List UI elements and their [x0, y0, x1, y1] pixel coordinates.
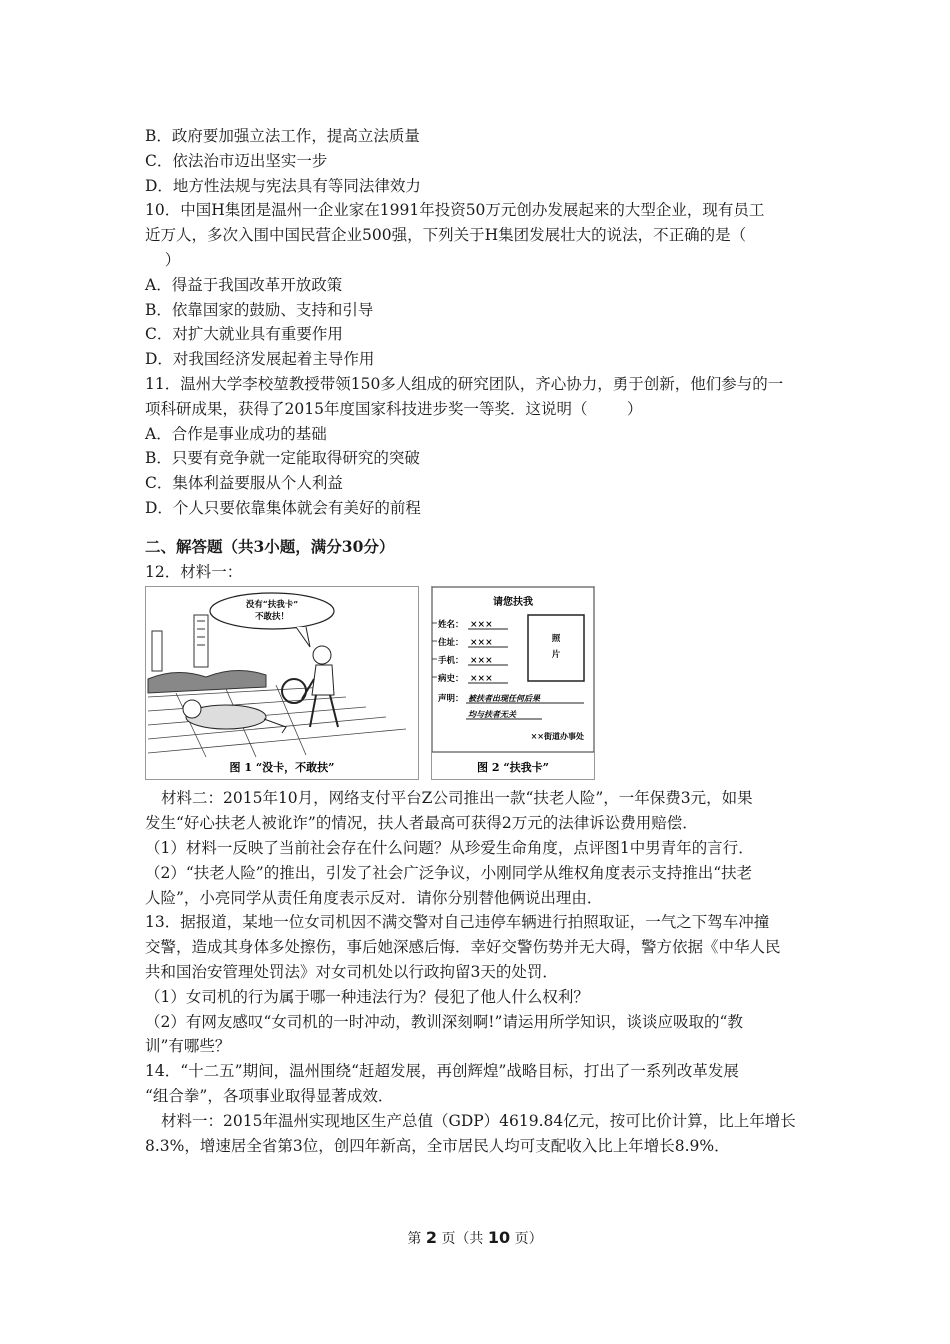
- q14-material1-line1: 材料一：2015年温州实现地区生产总值（GDP）4619.84亿元，按可比价计算，比上年增长: [161, 1111, 796, 1130]
- card-field-value-history: ×××: [470, 674, 493, 685]
- card-field-value-name: ×××: [470, 620, 493, 631]
- figure-2-card: [431, 586, 595, 780]
- q11-option-b: B．只要有竞争就一定能取得研究的突破: [145, 449, 420, 468]
- q9-option-d: D．地方性法规与宪法具有等同法律效力: [145, 176, 421, 195]
- q14-material1-line2: 8.3%，增速居全省第3位，创四年新高，全市居民人均可支配收入比上年增长8.9%．: [145, 1136, 730, 1155]
- q11-option-a: A．合作是事业成功的基础: [145, 424, 327, 443]
- q11-stem-line2: 项科研成果，获得了2015年度国家科技进步奖一等奖．这说明（ ）: [145, 399, 643, 418]
- q12-material2-line2: 发生“好心扶老人被讹诈”的情况，扶人者最高可获得2万元的法律诉讼费用赔偿．: [145, 814, 698, 833]
- page-footer: [0, 1228, 950, 1248]
- cartoon-illustration: [146, 587, 418, 779]
- page-content: [145, 124, 813, 1158]
- card-issuer: ××街道办事处: [530, 731, 584, 742]
- q10-option-d: D．对我国经济发展起着主导作用: [145, 350, 375, 369]
- statement-line-2: 均与扶者无关: [468, 709, 516, 720]
- speech-line-1: 没有“扶我卡”: [245, 600, 299, 611]
- q9-option-c: C．依法治市迈出坚实一步: [145, 151, 328, 170]
- card-field-label-history: 病史：: [438, 674, 464, 685]
- q12-figures: [145, 586, 813, 782]
- photo-label-2: 片: [551, 650, 561, 661]
- q12-sub2-line2: 人险”，小亮同学从责任角度表示反对．请你分别替他俩说出理由．: [145, 888, 603, 907]
- q13-stem-line2: 交警，造成其身体多处擦伤，事后她深感后悔．幸好交警伤势并无大碍，警方依据《中华人民: [145, 938, 781, 957]
- card-field-label-address: 住址：: [438, 638, 464, 649]
- card-field-label-name: 姓名：: [438, 620, 464, 631]
- section-heading: 二、解答题（共3小题，满分30分）: [145, 536, 395, 556]
- card-field-label-phone: 手机：: [438, 656, 464, 667]
- footer-total-pages: 10: [487, 1228, 511, 1247]
- q12-sub2-line1: （2）“扶老人险”的推出，引发了社会广泛争议，小刚同学从维权角度表示支持推出“扶老: [145, 863, 753, 882]
- q13-sub2-line1: （2）有网友感叹“女司机的一时冲动，教训深刻啊!”请运用所学知识，谈谈应吸取的“教: [145, 1012, 743, 1031]
- statement-label: 声明：: [438, 694, 464, 705]
- q10-stem-line2: 近万人，多次入围中国民营企业500强，下列关于H集团发展壮大的说法，不正确的是（: [145, 226, 747, 245]
- q13-sub1: （1）女司机的行为属于哪一种违法行为？侵犯了他人什么权利？: [145, 987, 589, 1006]
- footer-suffix: 页）: [514, 1231, 543, 1247]
- q11-option-d: D．个人只要依靠集体就会有美好的前程: [145, 498, 421, 517]
- photo-label-1: 照: [551, 634, 561, 645]
- help-card-illustration: [432, 587, 594, 779]
- q10-option-b: B．依靠国家的鼓励、支持和引导: [145, 300, 374, 319]
- q11-stem-line1: 11．温州大学李校堃教授带领150多人组成的研究团队，齐心协力，勇于创新，他们参与的一: [145, 374, 784, 393]
- q14-stem-line2: “组合拳”，各项事业取得显著成效．: [145, 1086, 394, 1105]
- q13-stem-line3: 共和国治安管理处罚法》对女司机处以行政拘留3天的处罚．: [145, 962, 558, 981]
- q10-stem-line1: 10．中国H集团是温州一企业家在1991年投资50万元创办发展起来的大型企业，现有员工: [145, 201, 765, 220]
- q12-sub1: （1）材料一反映了当前社会存在什么问题？从珍爱生命角度，点评图1中男青年的言行．: [145, 838, 754, 857]
- figure-1-caption: 图 1 “没卡，不敢扶”: [229, 761, 335, 775]
- q13-stem-line1: 13．据报道，某地一位女司机因不满交警对自己违停车辆进行拍照取证，一气之下驾车冲撞: [145, 913, 770, 932]
- q10-option-c: C．对扩大就业具有重要作用: [145, 325, 343, 344]
- footer-prefix: 第: [407, 1231, 422, 1247]
- statement-line-1: 被扶者出现任何后果: [468, 693, 540, 704]
- q9-option-b: B．政府要加强立法工作，提高立法质量: [145, 127, 420, 145]
- card-field-value-phone: ×××: [470, 656, 493, 667]
- q10-option-a: A．得益于我国改革开放政策: [145, 275, 343, 294]
- q14-stem-line1: 14．“十二五”期间，温州围绕“赶超发展，再创辉煌”战略目标，打出了一系列改革发展: [145, 1062, 739, 1081]
- q10-stem-line3: ）: [145, 250, 181, 269]
- footer-page-number: 2: [425, 1228, 437, 1247]
- q11-option-c: C．集体利益要服从个人利益: [145, 474, 343, 493]
- speech-line-2: 不敢扶！: [254, 612, 290, 623]
- q12-material2-line1: 材料二：2015年10月，网络支付平台Z公司推出一款“扶老人险”，一年保费3元，如果: [161, 789, 753, 808]
- figure-2-caption: 图 2 “扶我卡”: [477, 761, 549, 775]
- figure-1-cartoon: [145, 586, 419, 780]
- q12-label: 12．材料一：: [145, 562, 243, 581]
- footer-mid: 页（共: [441, 1231, 484, 1247]
- card-title: 请您扶我: [493, 597, 533, 609]
- card-field-value-address: ×××: [470, 638, 493, 649]
- q13-sub2-line2: 训”有哪些？: [145, 1037, 231, 1056]
